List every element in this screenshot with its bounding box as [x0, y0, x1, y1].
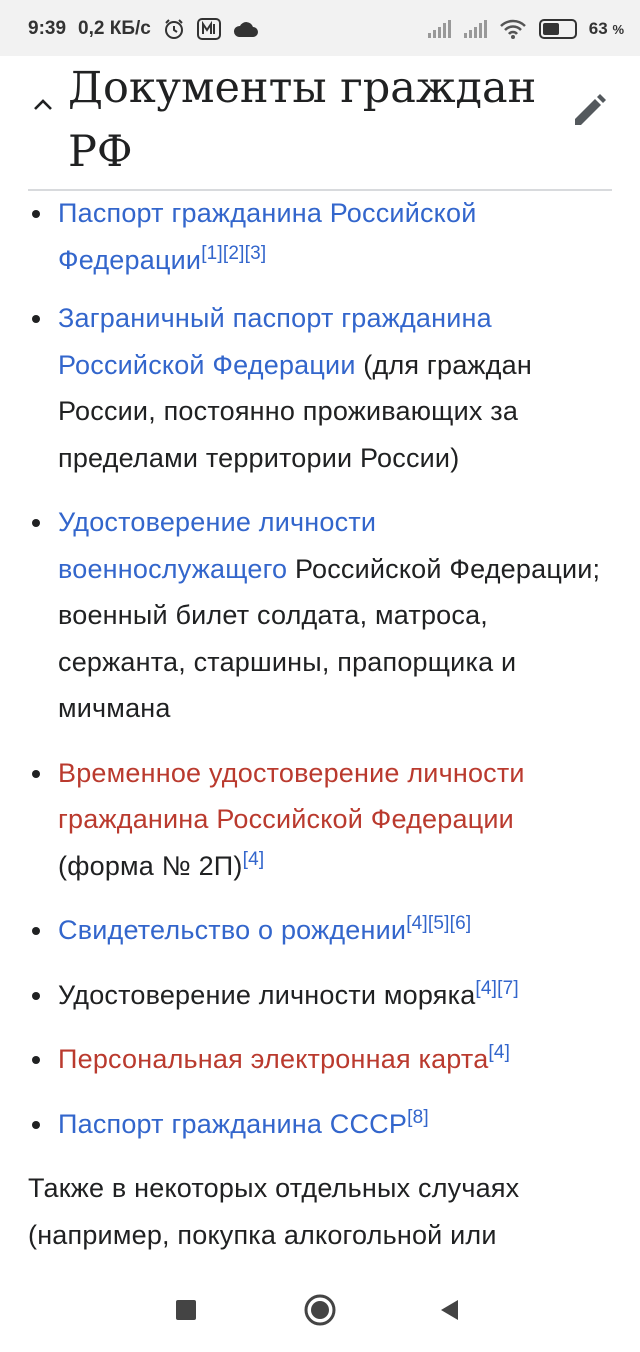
navigation-bar: [0, 1268, 640, 1352]
list-item: [28, 750, 612, 890]
list-bullet: [32, 927, 40, 935]
app-notification-icon: [197, 18, 221, 40]
list-item: [28, 295, 612, 481]
list-item-text: Удостоверение личности моряка: [58, 979, 476, 1010]
list-item: [28, 972, 612, 1019]
article-content: [28, 190, 612, 1258]
documents-list: [28, 190, 612, 1147]
list-item: [28, 1101, 612, 1148]
chevron-up-icon[interactable]: [30, 92, 56, 118]
battery-fill: [543, 23, 559, 35]
reference-link[interactable]: [3]: [244, 242, 267, 264]
reference-link[interactable]: [4]: [406, 913, 428, 934]
reference-link[interactable]: [4]: [242, 848, 265, 870]
article-link[interactable]: Паспорт гражданина СССР: [58, 1108, 408, 1139]
battery-icon: [539, 19, 577, 39]
status-bar: [0, 0, 640, 56]
list-bullet: [32, 315, 40, 323]
list-bullet: [32, 992, 40, 1000]
list-bullet: [32, 1121, 40, 1129]
status-network-speed: 0,2 КБ/с: [78, 18, 151, 39]
status-right: [427, 18, 624, 40]
reference-link[interactable]: [5]: [427, 913, 450, 934]
stop-square-icon: [175, 1299, 197, 1321]
list-item-text: Российской Федерации; военный билет солдата, матроса, сержанта, старшины, прапорщика и мичмана: [58, 553, 601, 723]
article-link[interactable]: Заграничный паспорт гражданина Российской Федерации: [58, 303, 492, 380]
reference-link[interactable]: [4]: [488, 1042, 511, 1063]
section-title: Документы граждан РФ: [68, 63, 537, 177]
signal-bars-2-icon: [463, 19, 487, 39]
reference-link[interactable]: [4]: [475, 977, 498, 999]
article-link[interactable]: Паспорт гражданина Российской Федерации: [58, 198, 477, 275]
reference-link[interactable]: [1]: [201, 242, 223, 264]
list-item: [28, 190, 612, 283]
article-link[interactable]: Удостоверение личности военнослужащего: [58, 507, 377, 584]
back-button[interactable]: [430, 1290, 470, 1330]
list-bullet: [32, 1056, 40, 1064]
list-bullet: [32, 519, 40, 527]
battery-percent: 63 %: [588, 19, 624, 38]
list-bullet: [32, 770, 40, 778]
reference-link[interactable]: [8]: [407, 1106, 429, 1128]
home-circle-icon: [303, 1293, 337, 1327]
status-time: 9:39: [28, 18, 67, 39]
wifi-icon: [499, 18, 527, 40]
recents-button[interactable]: [166, 1290, 206, 1330]
article-paragraph: Также в некоторых отдельных случаях (например, покупка алкогольной или: [28, 1173, 520, 1250]
list-bullet: [32, 210, 40, 218]
red-link[interactable]: Персональная электронная карта: [58, 1044, 489, 1074]
list-item: [28, 907, 612, 954]
alarm-icon: [163, 18, 185, 40]
section-header[interactable]: [28, 56, 612, 191]
list-item-text: (форма № 2П): [58, 850, 243, 881]
article-link[interactable]: Свидетельство о рождении: [58, 915, 407, 945]
red-link[interactable]: Временное удостоверение личности гражданина Российской Федерации: [58, 757, 525, 834]
back-triangle-icon: [438, 1298, 462, 1322]
list-item-text: (для граждан России, постоянно проживающих за пределами территории России): [58, 349, 532, 473]
reference-link[interactable]: [2]: [222, 242, 245, 264]
list-item: [28, 499, 612, 732]
reference-link[interactable]: [6]: [449, 913, 472, 934]
status-left: [28, 18, 259, 40]
home-button[interactable]: [300, 1290, 340, 1330]
signal-bars-icon: [427, 19, 451, 39]
pencil-icon[interactable]: [570, 92, 608, 130]
reference-link[interactable]: [7]: [497, 977, 519, 999]
cloud-icon: [233, 20, 259, 38]
list-item: [28, 1036, 612, 1083]
